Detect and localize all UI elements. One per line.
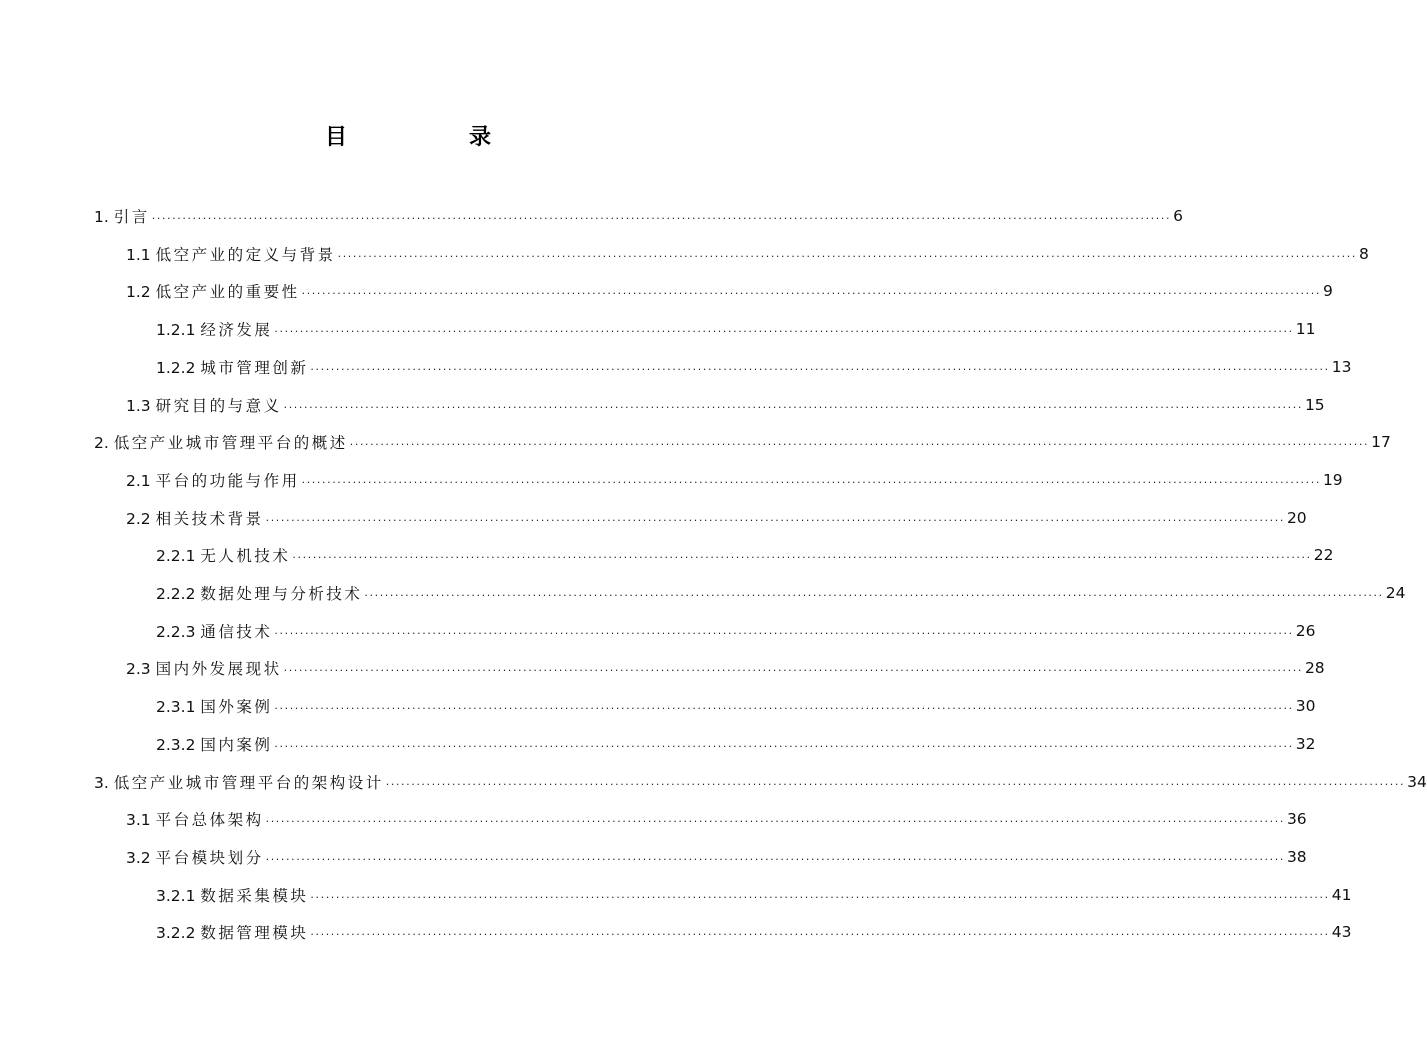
toc-entry-number: 2. (94, 434, 109, 453)
toc-entry[interactable] (156, 726, 1316, 762)
toc-entry-text: 城市管理创新 (200, 358, 309, 377)
toc-entry[interactable] (156, 349, 1352, 385)
toc-entry[interactable] (126, 500, 1307, 536)
toc-entry-label (126, 243, 338, 265)
toc-entry-text: 低空产业城市管理平台的概述 (113, 434, 348, 453)
dot-leader: ........................................................................................................................................................................................................ (265, 849, 1285, 863)
toc-entry-text: 低空产业的重要性 (155, 283, 300, 302)
toc-entry-page-number: 9 (1322, 282, 1333, 301)
toc-entry-text: 国内外发展现状 (155, 660, 282, 679)
toc-entry-page-number: 15 (1304, 395, 1325, 414)
toc-entry[interactable] (156, 877, 1352, 913)
toc-entry-page-number: 24 (1385, 584, 1406, 602)
toc-entry-label (156, 620, 274, 642)
toc-entry-number: 2.1 (126, 471, 151, 490)
toc-entry[interactable] (94, 764, 1427, 800)
toc-entry-number: 2.2.2 (156, 585, 196, 603)
toc-entry-page-number: 13 (1331, 357, 1352, 376)
dot-leader: ........................................................................................................................................................................................................ (274, 322, 1294, 336)
toc-entry-number: 2.3.2 (156, 735, 196, 754)
toc-entry-page-number: 26 (1295, 621, 1316, 640)
toc-entry-number: 3. (94, 773, 109, 792)
toc-entry[interactable] (94, 198, 1183, 234)
toc-entry-label (156, 921, 310, 943)
dot-leader: ........................................................................................................................................................................................................ (274, 736, 1294, 750)
dot-leader: ........................................................................................................................................................................................................ (385, 774, 1406, 788)
toc-entry-number: 1.2.1 (156, 321, 196, 340)
dot-leader: ........................................................................................................................................................................................................ (349, 435, 1370, 449)
dot-leader: ........................................................................................................................................................................................................ (301, 284, 1321, 298)
toc-entry-text: 平台总体架构 (155, 811, 264, 830)
dot-leader: ........................................................................................................................................................................................................ (337, 246, 1357, 260)
toc-entry[interactable] (156, 311, 1316, 347)
toc-entry-number: 2.2.3 (156, 622, 196, 641)
toc-entry-text: 国内案例 (200, 735, 273, 754)
toc-entry-text: 国外案例 (200, 698, 273, 717)
toc-entry-number: 3.2.2 (156, 924, 196, 943)
toc-entry-label (126, 657, 284, 679)
toc-entry-number: 1.2.2 (156, 358, 196, 377)
toc-entry[interactable] (156, 688, 1316, 724)
toc-entry-page-number: 17 (1371, 433, 1391, 452)
toc-entry[interactable] (126, 650, 1325, 686)
toc-entry-page-number: 28 (1304, 659, 1325, 678)
toc-entry-label (156, 733, 274, 755)
toc-entry-number: 1.1 (126, 245, 151, 264)
toc-entry-label (126, 846, 266, 868)
dot-leader: ........................................................................................................................................................................................................ (310, 887, 1330, 901)
toc-entry[interactable] (126, 236, 1369, 272)
page-title: 目 录 (324, 125, 541, 150)
toc-entry-page-number: 34 (1407, 772, 1427, 791)
toc-entry-number: 2.2 (126, 509, 151, 528)
toc-entry-label (156, 695, 274, 717)
toc-entry[interactable] (126, 801, 1307, 837)
toc-entry[interactable] (94, 424, 1391, 460)
toc-entry-text: 平台的功能与作用 (155, 471, 300, 490)
dot-leader: ........................................................................................................................................................................................................ (364, 586, 1384, 599)
toc-entry-number: 3.2 (126, 848, 151, 867)
toc-entry-page-number: 32 (1295, 734, 1316, 753)
toc-entry-page-number: 20 (1286, 508, 1307, 527)
toc-entry-number: 3.2.1 (156, 886, 196, 905)
dot-leader: ........................................................................................................................................................................................................ (292, 548, 1312, 562)
toc-entry-label (156, 356, 310, 378)
toc-entry-page-number: 38 (1286, 847, 1307, 866)
toc-entry-page-number: 6 (1173, 207, 1183, 225)
dot-leader: ........................................................................................................................................................................................................ (274, 699, 1294, 713)
toc-entry-text: 通信技术 (200, 622, 273, 641)
toc-entry-text: 平台模块划分 (155, 848, 264, 867)
toc-entry-page-number: 11 (1295, 320, 1316, 339)
toc-entry-text: 数据处理与分析技术 (200, 585, 363, 603)
toc-entry-label (156, 318, 274, 340)
toc-entry-number: 1.3 (126, 396, 151, 415)
toc-entry-text: 数据采集模块 (200, 886, 309, 905)
dot-leader: ........................................................................................................................................................................................................ (265, 510, 1285, 524)
toc-entry[interactable] (126, 462, 1343, 498)
toc-entry-page-number: 30 (1295, 697, 1316, 716)
toc-entry-label (126, 394, 284, 416)
toc-entry[interactable] (156, 575, 1406, 611)
dot-leader: ........................................................................................................................................................................................................ (283, 397, 1303, 411)
toc-entry-text: 低空产业城市管理平台的架构设计 (113, 773, 384, 792)
dot-leader: ........................................................................................................................................................................................................ (283, 661, 1303, 675)
toc-entry[interactable] (126, 387, 1325, 423)
toc-entry-label (156, 582, 364, 604)
toc-entry-label (156, 544, 292, 566)
toc-entry-page-number: 43 (1331, 923, 1352, 942)
toc-entry-label (94, 205, 152, 227)
toc-entry-label (126, 280, 302, 302)
toc-entry[interactable] (156, 613, 1316, 649)
toc-entry-label (126, 469, 302, 491)
dot-leader: ........................................................................................................................................................................................................ (151, 209, 1172, 222)
toc-entry-page-number: 8 (1358, 244, 1369, 263)
dot-leader: ........................................................................................................................................................................................................ (274, 623, 1294, 637)
toc-entry-text: 相关技术背景 (155, 509, 264, 528)
toc-entry-text: 引言 (113, 208, 150, 226)
toc-entry-label (126, 507, 266, 529)
toc-entry-label (156, 884, 310, 906)
toc-entry-label (94, 771, 386, 793)
dot-leader: ........................................................................................................................................................................................................ (265, 812, 1285, 826)
dot-leader: ........................................................................................................................................................................................................ (310, 359, 1330, 373)
dot-leader: ........................................................................................................................................................................................................ (310, 925, 1330, 939)
toc-entry-text: 经济发展 (200, 321, 273, 340)
toc-entry-page-number: 19 (1322, 470, 1343, 489)
toc-entry-number: 3.1 (126, 811, 151, 830)
toc-entry[interactable] (126, 839, 1307, 875)
toc-entry-text: 无人机技术 (200, 547, 291, 566)
toc-entry-page-number: 22 (1313, 546, 1334, 565)
toc-entry-number: 2.2.1 (156, 547, 196, 566)
toc-entry-label (126, 808, 266, 830)
dot-leader: ........................................................................................................................................................................................................ (301, 472, 1321, 486)
toc-entry-page-number: 36 (1286, 810, 1307, 829)
toc-entry-number: 2.3 (126, 660, 151, 679)
toc-entry-number: 2.3.1 (156, 698, 196, 717)
toc-entry-number: 1. (94, 208, 109, 226)
toc-entry[interactable] (126, 273, 1333, 309)
toc-entry-page-number: 41 (1331, 885, 1352, 904)
toc-entry-text: 数据管理模块 (200, 924, 309, 943)
toc-entry[interactable] (156, 914, 1352, 950)
toc-entry-label (94, 431, 350, 453)
toc-entry-text: 低空产业的定义与背景 (155, 245, 336, 264)
toc-entry[interactable] (156, 537, 1334, 573)
toc-entry-number: 1.2 (126, 283, 151, 302)
toc-entry-text: 研究目的与意义 (155, 396, 282, 415)
